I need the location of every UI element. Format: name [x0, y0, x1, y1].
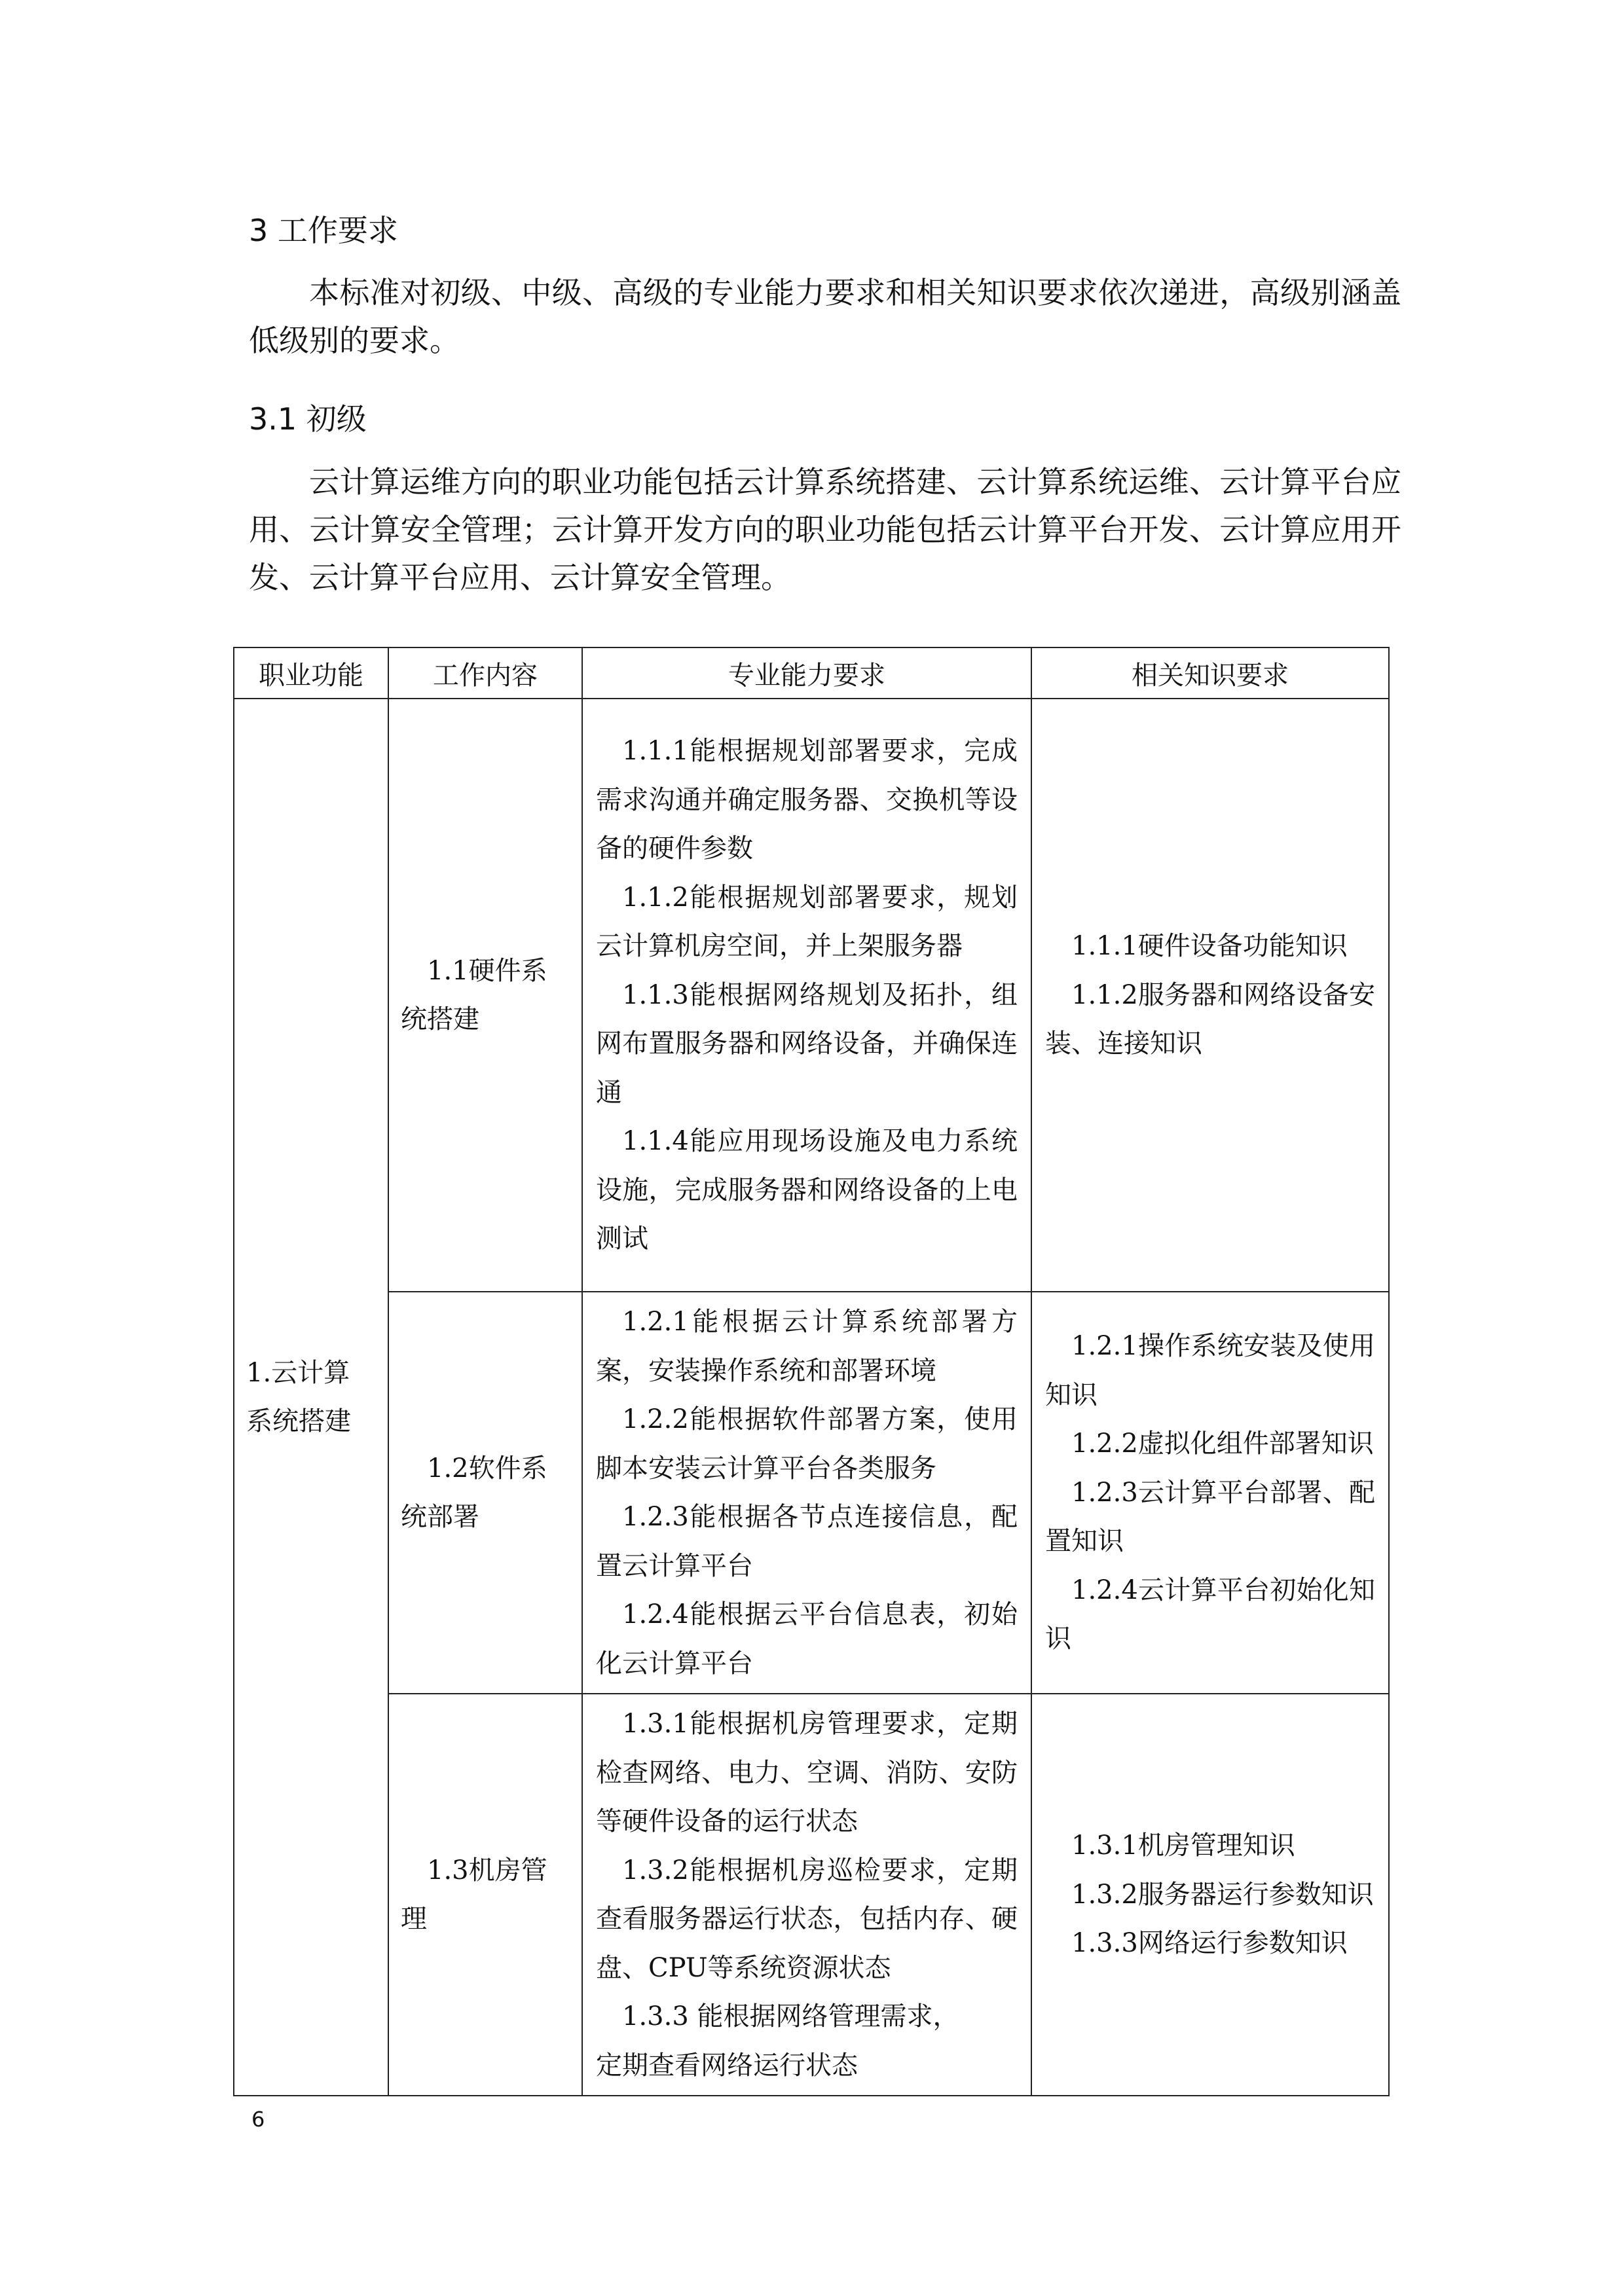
- knowledge-item: 1.1.2服务器和网络设备安装、连接知识: [1045, 979, 1375, 1059]
- knowledge-item: 1.3.3网络运行参数知识: [1071, 1928, 1348, 1959]
- ability-item: 1.2.4能根据云平台信息表，初始化云计算平台: [596, 1599, 1018, 1679]
- ability-item: 1.2.3能根据各节点连接信息，配置云计算平台: [596, 1502, 1018, 1581]
- knowledge-item: 1.2.4云计算平台初始化知识: [1045, 1575, 1375, 1654]
- level-paragraph: 云计算运维方向的职业功能包括云计算系统搭建、云计算系统运维、云计算平台应用、云计算安全管理；云计算开发方向的职业功能包括云计算平台开发、云计算应用开发、云计算平台应用、云计算安全管理。: [249, 464, 1401, 595]
- ability-item: 1.2.1能根据云计算系统部署方案，安装操作系统和部署环境: [596, 1307, 1018, 1386]
- abilities-cell: [582, 699, 1031, 1292]
- knowledge-item: 1.2.1操作系统安装及使用知识: [1045, 1331, 1375, 1410]
- section-heading: 3 工作要求: [249, 213, 398, 248]
- work-content-text: 1.2软件系统部署: [401, 1453, 547, 1532]
- work-content-text: 1.1硬件系统搭建: [401, 956, 547, 1034]
- table-row: [234, 1292, 1389, 1694]
- ability-item: 1.3.2能根据机房巡检要求，定期查看服务器运行状态，包括内存、硬盘、CPU等系统资源状态: [596, 1855, 1018, 1983]
- header-work-content: 工作内容: [388, 647, 582, 699]
- ability-item: 1.2.2能根据软件部署方案，使用脚本安装云计算平台各类服务: [596, 1404, 1018, 1484]
- work-content-cell: [388, 699, 582, 1292]
- knowledge-cell: [1031, 1694, 1389, 2096]
- ability-item: 1.1.3能根据网络规划及拓扑，组网布置服务器和网络设备，并确保连通: [596, 979, 1018, 1108]
- work-content-cell: [388, 1292, 582, 1694]
- work-content-text: 1.3机房管理: [401, 1855, 547, 1934]
- knowledge-cell: [1031, 1292, 1389, 1694]
- table-row: [234, 699, 1389, 1292]
- function-cell: 1.云计算系统搭建: [234, 699, 388, 2096]
- requirements-table: [233, 647, 1390, 2096]
- header-function: 职业功能: [234, 647, 388, 699]
- intro-paragraph: 本标准对初级、中级、高级的专业能力要求和相关知识要求依次递进，高级别涵盖低级别的要求。: [249, 275, 1401, 358]
- work-content-cell: [388, 1694, 582, 2096]
- table-header-row: [234, 647, 1389, 699]
- ability-item: 1.1.4能应用现场设施及电力系统设施，完成服务器和网络设备的上电测试: [596, 1126, 1018, 1254]
- abilities-cell: [582, 1292, 1031, 1694]
- ability-item: 1.1.2能根据规划部署要求，规划云计算机房空间，并上架服务器: [596, 882, 1018, 962]
- subsection-heading: 3.1 初级: [249, 401, 367, 437]
- abilities-cell: [582, 1694, 1031, 2096]
- knowledge-item: 1.3.2服务器运行参数知识: [1071, 1879, 1374, 1910]
- header-abilities: 专业能力要求: [582, 647, 1031, 699]
- ability-item: 1.3.1能根据机房管理要求，定期检查网络、电力、空调、消防、安防等硬件设备的运行状态: [596, 1709, 1018, 1836]
- knowledge-item: 1.2.2虚拟化组件部署知识: [1071, 1429, 1374, 1459]
- knowledge-item: 1.2.3云计算平台部署、配置知识: [1045, 1477, 1375, 1557]
- ability-item: 1.1.1能根据规划部署要求，完成需求沟通并确定服务器、交换机等设备的硬件参数: [596, 736, 1018, 864]
- knowledge-cell: [1031, 699, 1389, 1292]
- header-knowledge: 相关知识要求: [1031, 647, 1389, 699]
- knowledge-item: 1.1.1硬件设备功能知识: [1071, 931, 1348, 962]
- page-number: 6: [251, 2107, 265, 2132]
- ability-item-continuation: 定期查看网络运行状态: [596, 2050, 858, 2081]
- knowledge-item: 1.3.1机房管理知识: [1071, 1831, 1295, 1861]
- table-row: [234, 1694, 1389, 2096]
- ability-item: 1.3.3 能根据网络管理需求，: [622, 2001, 959, 2032]
